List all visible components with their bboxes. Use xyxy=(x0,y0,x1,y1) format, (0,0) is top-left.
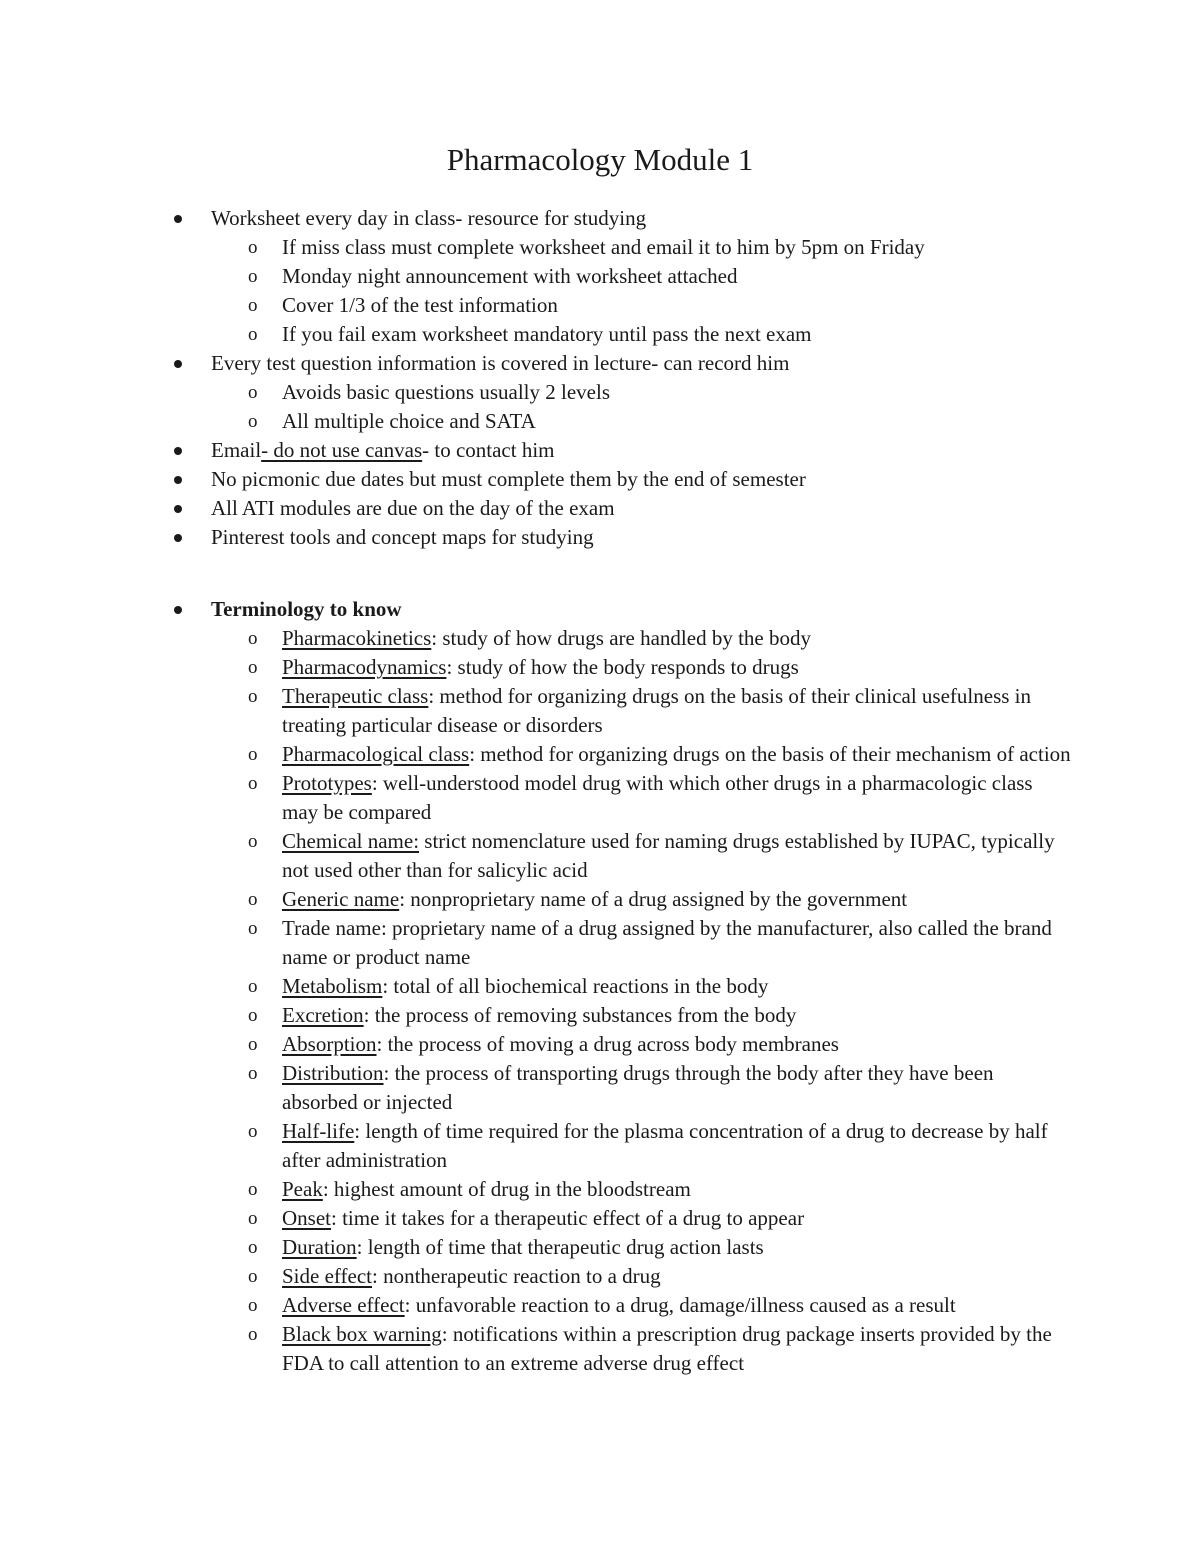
terms-list xyxy=(211,624,1071,1378)
term-definition: : time it takes for a therapeutic effect of a drug to appear xyxy=(331,1206,805,1230)
circle-bullet-icon: o xyxy=(248,1324,258,1345)
sub-list-item xyxy=(0,378,1072,407)
sub-list-item-text: All multiple choice and SATA xyxy=(282,409,536,433)
term-name: Prototypes xyxy=(282,771,372,795)
term-item xyxy=(0,653,1072,682)
term-item xyxy=(0,1001,1072,1030)
circle-bullet-icon: o xyxy=(248,686,258,707)
circle-bullet-icon: o xyxy=(248,266,258,287)
bullet-icon xyxy=(174,534,182,542)
term-item xyxy=(0,1262,1072,1291)
circle-bullet-icon: o xyxy=(248,1005,258,1026)
term-name: Pharmacokinetics xyxy=(282,626,432,650)
circle-bullet-icon: o xyxy=(248,744,258,765)
term-name: Pharmacodynamics xyxy=(282,655,447,679)
term-definition: : nontherapeutic reaction to a drug xyxy=(372,1264,661,1288)
email-label: Email xyxy=(211,438,262,462)
circle-bullet-icon: o xyxy=(248,1179,258,1200)
circle-bullet-icon: o xyxy=(248,831,258,852)
sub-list-item-text: Monday night announcement with worksheet attached xyxy=(282,264,738,288)
bullet-icon xyxy=(174,447,182,455)
term-item xyxy=(0,827,1072,885)
term-definition: : length of time required for the plasma concentration of a drug to decrease by half after administration xyxy=(282,1119,1048,1172)
term-name: Peak xyxy=(282,1177,323,1201)
email-rest: - to contact him xyxy=(422,438,555,462)
term-name: Duration xyxy=(282,1235,357,1259)
term-definition: : total of all biochemical reactions in the body xyxy=(382,974,769,998)
circle-bullet-icon: o xyxy=(248,1063,258,1084)
term-definition: : unfavorable reaction to a drug, damage/illness caused as a result xyxy=(404,1293,956,1317)
circle-bullet-icon: o xyxy=(248,657,258,678)
sub-list-item-text: Avoids basic questions usually 2 levels xyxy=(282,380,610,404)
term-name: Distribution xyxy=(282,1061,384,1085)
term-definition: : nonproprietary name of a drug assigned by the government xyxy=(399,887,908,911)
term-name: Onset xyxy=(282,1206,331,1230)
bullet-icon xyxy=(174,215,182,223)
sub-list xyxy=(211,378,1071,436)
circle-bullet-icon: o xyxy=(248,976,258,997)
terminology-section xyxy=(0,595,1071,1378)
term-name: Half-life xyxy=(282,1119,355,1143)
sub-list-item-text: If miss class must complete worksheet and email it to him by 5pm on Friday xyxy=(282,235,925,259)
term-name: Chemical name: xyxy=(282,829,420,853)
list-item xyxy=(0,204,1071,349)
sub-list-item-text: Cover 1/3 of the test information xyxy=(282,293,558,317)
list-item-text: Pinterest tools and concept maps for studying xyxy=(211,525,594,549)
sub-list-item xyxy=(0,291,1072,320)
term-name: Black box warning xyxy=(282,1322,442,1346)
email-note-underlined: - do not use canvas xyxy=(261,438,423,462)
term-item xyxy=(0,1320,1072,1378)
circle-bullet-icon: o xyxy=(248,1121,258,1142)
term-item xyxy=(0,972,1072,1001)
term-item xyxy=(0,1204,1072,1233)
circle-bullet-icon: o xyxy=(248,237,258,258)
list-item-text: All ATI modules are due on the day of the exam xyxy=(211,496,615,520)
term-definition: : well-understood model drug with which other drugs in a pharmacologic class may be compared xyxy=(282,771,1033,824)
term-name: Generic name xyxy=(282,887,400,911)
term-definition: : study of how drugs are handled by the body xyxy=(431,626,811,650)
circle-bullet-icon: o xyxy=(248,1237,258,1258)
term-definition: : the process of removing substances from the body xyxy=(363,1003,797,1027)
term-name: Therapeutic class xyxy=(282,684,429,708)
circle-bullet-icon: o xyxy=(248,773,258,794)
bullet-icon xyxy=(174,505,182,513)
term-item xyxy=(0,1030,1072,1059)
term-definition: : study of how the body responds to drugs xyxy=(446,655,799,679)
term-item xyxy=(0,769,1072,827)
circle-bullet-icon: o xyxy=(248,1266,258,1287)
term-definition: : the process of transporting drugs through the body after they have been absorbed or injected xyxy=(282,1061,994,1114)
terminology-heading: Terminology to know xyxy=(211,597,402,621)
term-definition: : length of time that therapeutic drug action lasts xyxy=(356,1235,764,1259)
sub-list-item xyxy=(0,262,1072,291)
term-item xyxy=(0,624,1072,653)
term-definition: Trade name: proprietary name of a drug assigned by the manufacturer, also called the brand name or product name xyxy=(282,916,1052,969)
term-name: Pharmacological class xyxy=(282,742,470,766)
circle-bullet-icon: o xyxy=(248,324,258,345)
term-item xyxy=(0,740,1072,769)
term-item xyxy=(0,885,1072,914)
term-definition: : method for organizing drugs on the basis of their clinical usefulness in treating particular disease or disorders xyxy=(282,684,1031,737)
course-notes-list xyxy=(0,204,1071,552)
term-item xyxy=(0,1117,1072,1175)
bullet-icon xyxy=(174,476,182,484)
list-item xyxy=(0,349,1071,436)
sub-list-item xyxy=(0,233,1072,262)
term-name: Adverse effect xyxy=(282,1293,405,1317)
list-item-text: No picmonic due dates but must complete them by the end of semester xyxy=(211,467,806,491)
list-item xyxy=(0,523,1071,552)
terminology-list xyxy=(0,595,1071,1378)
term-item xyxy=(0,1233,1072,1262)
term-definition: strict nomenclature used for naming drugs established by IUPAC, typically not used other than for salicylic acid xyxy=(282,829,1055,882)
term-item xyxy=(0,1291,1072,1320)
sub-list xyxy=(211,233,1071,349)
term-definition: : method for organizing drugs on the basis of their mechanism of action xyxy=(469,742,1071,766)
bullet-icon xyxy=(174,360,182,368)
circle-bullet-icon: o xyxy=(248,1208,258,1229)
circle-bullet-icon: o xyxy=(248,918,258,939)
term-name: Excretion xyxy=(282,1003,364,1027)
sub-list-item xyxy=(0,320,1072,349)
term-item xyxy=(0,1175,1072,1204)
circle-bullet-icon: o xyxy=(248,295,258,316)
circle-bullet-icon: o xyxy=(248,889,258,910)
term-name: Metabolism xyxy=(282,974,383,998)
circle-bullet-icon: o xyxy=(248,628,258,649)
sub-list-item-text: If you fail exam worksheet mandatory until pass the next exam xyxy=(282,322,812,346)
term-name: Absorption xyxy=(282,1032,377,1056)
circle-bullet-icon: o xyxy=(248,1034,258,1055)
sub-list-item xyxy=(0,407,1072,436)
list-item-email xyxy=(0,436,1071,465)
term-item xyxy=(0,1059,1072,1117)
circle-bullet-icon: o xyxy=(248,1295,258,1316)
term-item xyxy=(0,682,1072,740)
list-item-text: Every test question information is covered in lecture- can record him xyxy=(211,351,790,375)
term-name: Side effect xyxy=(282,1264,372,1288)
term-definition: : the process of moving a drug across body membranes xyxy=(376,1032,839,1056)
bullet-icon xyxy=(174,606,182,614)
circle-bullet-icon: o xyxy=(248,411,258,432)
list-item-text: Worksheet every day in class- resource for studying xyxy=(211,206,647,230)
term-item xyxy=(0,914,1072,972)
list-item xyxy=(0,465,1071,494)
term-definition: : notifications within a prescription drug package inserts provided by the FDA to call attention to an extreme adverse drug effect xyxy=(282,1322,1052,1375)
page-title: Pharmacology Module 1 xyxy=(446,142,754,177)
list-item xyxy=(0,494,1071,523)
circle-bullet-icon: o xyxy=(248,382,258,403)
term-definition: : highest amount of drug in the bloodstream xyxy=(322,1177,691,1201)
